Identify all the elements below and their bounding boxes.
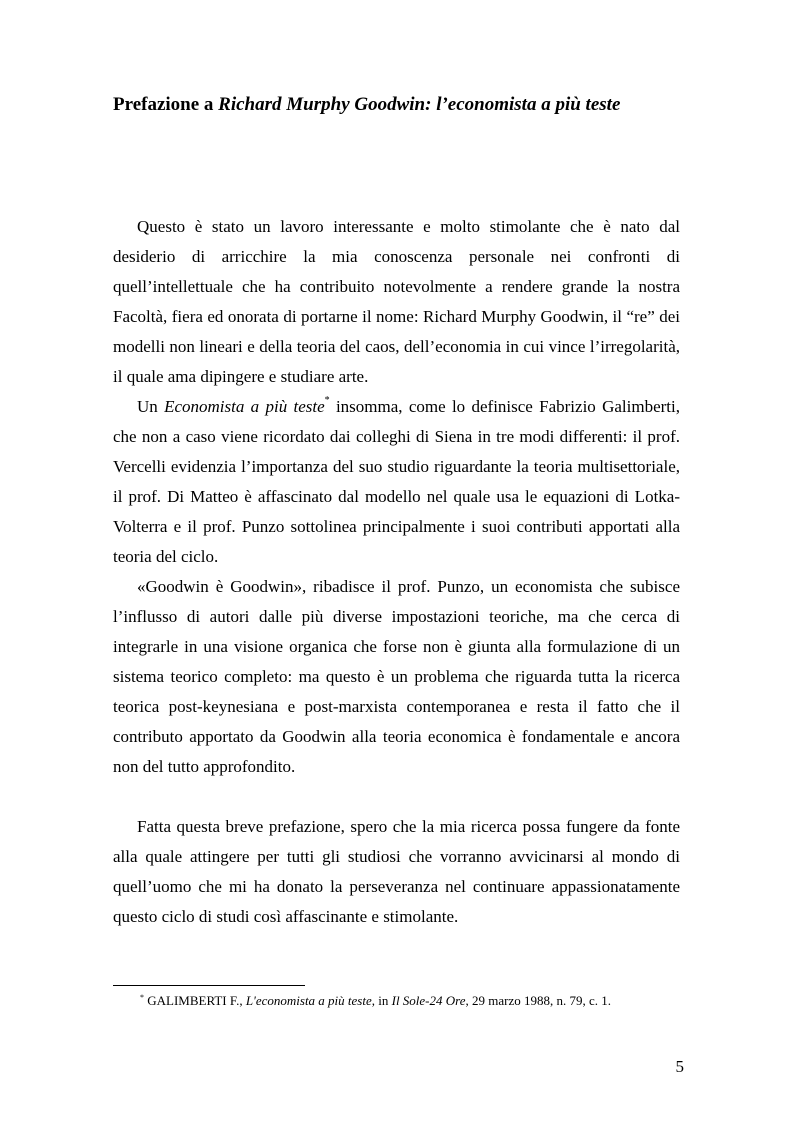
footnote-mark: * xyxy=(140,993,144,1002)
section-heading xyxy=(113,93,693,117)
heading-prefix: Prefazione a xyxy=(113,94,219,115)
body-text xyxy=(113,212,680,932)
paragraph-4: Fatta questa breve prefazione, spero che la mia ricerca possa fungere da fonte alla quale attingere per tutti gli studiosi che vorranno avvicinarsi al mondo di quell’uomo che mi ha donato la perseveranza nel continuare appassionatamente questo ciclo di studi così affascinante e stimolante. xyxy=(113,817,680,926)
paragraph-2-start: Un xyxy=(137,397,165,416)
footnote-end: , 29 marzo 1988, n. 79, c. 1. xyxy=(465,993,612,1008)
footnote-divider xyxy=(113,985,305,986)
footnote-author: GALIMBERTI F., xyxy=(144,993,246,1008)
page-number: 5 xyxy=(675,1057,684,1076)
footnote-mid: , in xyxy=(371,993,392,1008)
paragraph-2-italic: Economista a più teste xyxy=(164,397,325,416)
paragraph-1: Questo è stato un lavoro interessante e molto stimolante che è nato dal desiderio di arricchire la mia conoscenza personale nei confronti di quell’intellettuale che ha contribuito notevolmente a rendere grande la nostra Facoltà, fiera ed onorata di portarne il nome: Richard Murphy Goodwin, il “re” dei modelli non lineari e della teoria del caos, dell’economia in cui vince l’irregolarità, il quale ama dipingere e studiare arte. xyxy=(113,217,680,386)
footnote-source: Il Sole-24 Ore xyxy=(391,993,466,1008)
paragraph-2-rest: insomma, come lo definisce Fabrizio Galimberti, che non a caso viene ricordato dai colleghi di Siena in tre modi differenti: il prof. Vercelli evidenzia l’importanza del suo studio riguardante la teoria multisettoriale, il prof. Di Matteo è affascinato dal modello nel quale usa le equazioni di Lotka-Volterra e il prof. Punzo sottolinea principalmente i suoi contributi apportati alla teoria del ciclo. xyxy=(113,397,680,566)
heading-title: Richard Murphy Goodwin: l’economista a più teste xyxy=(218,94,621,115)
footnote-reference[interactable]: * xyxy=(324,395,330,406)
footnote-title: L'economista a più teste xyxy=(245,993,372,1008)
paragraph-3: «Goodwin è Goodwin», ribadisce il prof. Punzo, un economista che subisce l’influsso di autori dalle più diverse impostazioni teoriche, ma che cerca di integrarle in una visione organica che forse non è giunta alla formulazione di un sistema teorico completo: ma questo è un problema che riguarda tutta la ricerca teorica post-keynesiana e post-marxista contemporanea e resta il fatto che il contributo apportato da Goodwin alla teoria economica è fondamentale e ancora non del tutto approfondito. xyxy=(113,577,680,776)
footnote xyxy=(140,993,700,1009)
paragraph-2 xyxy=(113,392,680,572)
